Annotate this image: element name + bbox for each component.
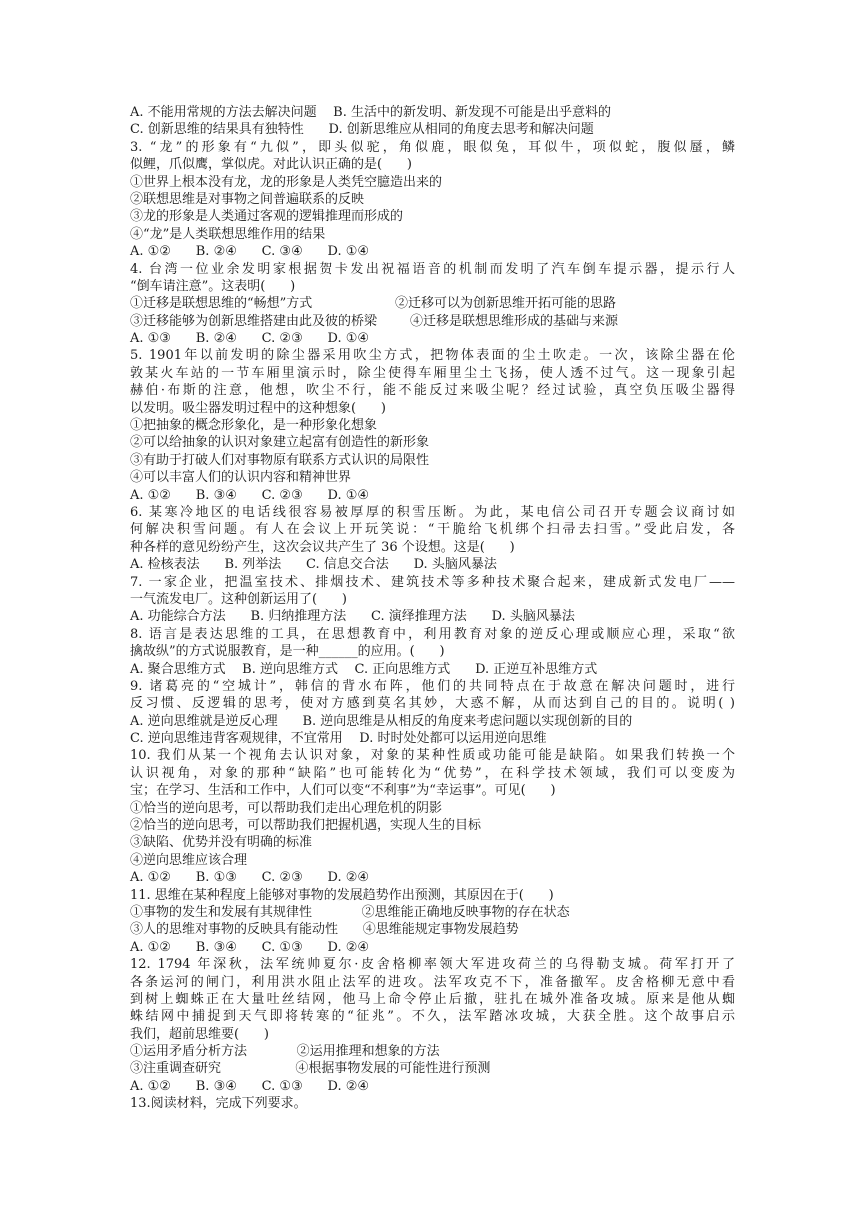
- question-12-stem: 蛛结网中捕捉到天气即将转寒的“征兆”。不久，法军踏冰攻城，大获全胜。这个故事启示: [130, 1009, 735, 1025]
- statement-line: ③注重调查研究 ④根据事物发展的可能性进行预测: [130, 1061, 491, 1077]
- statement-line: ①把抽象的概念形象化，是一种形象化想象: [130, 418, 378, 434]
- question-3-stem: 3. “龙”的形象有“九似”，即头似驼，角似鹿，眼似兔，耳似牛，项似蛇，腹似蜃，鳞: [130, 139, 735, 155]
- answer-options: A. 功能综合方法 B. 归纳推理方法 C. 演绎推理方法 D. 头脑风暴法: [130, 609, 575, 625]
- question-12-stem: 我们，超前思维要( ): [130, 1026, 269, 1042]
- answer-options: A. ①② B. ②④ C. ③④ D. ①④: [130, 244, 370, 260]
- statement-line: ①运用矛盾分析方法 ②运用推理和想象的方法: [130, 1044, 440, 1060]
- question-5-stem: 以发明。吸尘器发明过程中的这种想象( ): [130, 400, 386, 416]
- answer-options: A. ①② B. ③④ C. ②③ D. ①④: [130, 487, 370, 503]
- statement-line: ③迁移能够为创新思维搭建由此及彼的桥梁 ④迁移是联想思维形成的基础与来源: [130, 313, 619, 329]
- answer-options: A. ①② B. ①③ C. ②③ D. ②④: [130, 870, 370, 886]
- statement-line: ④“龙”是人类联想思维作用的结果: [130, 226, 326, 242]
- statement-line: ④逆向思维应该合理: [130, 852, 248, 868]
- question-6-stem: 6. 某寒冷地区的电话线很容易被厚厚的积雪压断。为此，某电信公司召开专题会议商讨如: [130, 504, 735, 520]
- statement-line: ①恰当的逆向思考，可以帮助我们走出心理危机的阴影: [130, 800, 443, 816]
- question-10-stem: 10. 我们从某一个视角去认识对象，对象的某种性质或功能可能是缺陷。如果我们转换一个: [130, 748, 735, 764]
- question-9-stem: 9. 诸葛亮的“空城计”，韩信的背水布阵，他们的共同特点在于故意在解决问题时，进行: [130, 678, 735, 694]
- question-8-stem: 8. 语言是表达思维的工具，在思想教育中，利用教育对象的逆反心理或顺应心理，采取“欲: [130, 626, 735, 642]
- question-7-stem: 一气流发电厂。这种创新运用了( ): [130, 591, 347, 607]
- statement-line: ①世界上根本没有龙，龙的形象是人类凭空臆造出来的: [130, 174, 443, 190]
- question-5-stem: 敦某火车站的一节车厢里演示时，除尘使得车厢里尘土飞扬，使人透不过气。这一现象引起: [130, 365, 735, 381]
- statement-line: ②恰当的逆向思考，可以帮助我们把握机遇，实现人生的目标: [130, 818, 482, 834]
- question-7-stem: 7. 一家企业，把温室技术、排烟技术、建筑技术等多种技术聚合起来，建成新式发电厂——: [130, 574, 735, 590]
- question-12-stem: 各条运河的闸门，利用洪水阻止法军的进攻。法军攻克不下，准备撤军。皮舍格柳无意中看: [130, 974, 735, 990]
- question-13-stem: 13.阅读材料，完成下列要求。: [130, 1096, 307, 1112]
- answer-options: A. 检核表法 B. 列举法 C. 信息交合法 D. 头脑风暴法: [130, 557, 497, 573]
- question-5-stem: 赫伯·布斯的注意，他想，吹尘不行，能不能反过来吸尘呢？经过试验，真空负压吸尘器得: [130, 383, 735, 399]
- statement-line: ③人的思维对事物的反映具有能动性 ④思维能规定事物发展趋势: [130, 922, 519, 938]
- question-10-stem: 认识视角，对象的那种“缺陷”也可能转化为“优势”，在科学技术领域，我们可以变废为: [130, 765, 735, 781]
- question-4-stem: 4. 台湾一位业余发明家根据贺卡发出祝福语音的机制而发明了汽车倒车提示器，提示行人: [130, 261, 735, 277]
- answer-options: C. 逆向思维违背客观规律，不宜常用 D. 时时处处都可以运用逆向思维: [130, 731, 547, 747]
- answer-options: A. 聚合思维方式 B. 逆向思维方式 C. 正向思维方式 D. 正逆互补思维方式: [130, 661, 598, 677]
- statement-line: ①事物的发生和发展有其规律性 ②思维能正确地反映事物的存在状态: [130, 904, 570, 920]
- question-6-stem: 种各样的意见纷纷产生，这次会议共产生了 36 个设想。这是( ): [130, 539, 515, 555]
- question-3-stem: 似鲤，爪似鹰，掌似虎。对此认识正确的是( ): [130, 157, 412, 173]
- answer-options: A. 逆向思维就是逆反心理 B. 逆向思维是从相反的角度来考虑问题以实现创新的目的: [130, 713, 633, 729]
- statement-line: ③缺陷、优势并没有明确的标准: [130, 835, 313, 851]
- question-6-stem: 何解决积雪问题。有人在会议上开玩笑说：“干脆给飞机绑个扫帚去扫雪。”受此启发，各: [130, 522, 735, 538]
- document-page: [130, 104, 735, 1113]
- question-12-stem: 到树上蜘蛛正在大量吐丝结网，他马上命令停止后撤，驻扎在城外准备攻城。原来是他从蜘: [130, 991, 735, 1007]
- statement-line: ②联想思维是对事物之间普遍联系的反映: [130, 191, 365, 207]
- question-12-stem: 12. 1794 年深秋，法军统帅夏尔·皮舍格柳率领大军进攻荷兰的乌得勒支城。荷军打开了: [130, 957, 735, 973]
- answer-options: A. ①② B. ③④ C. ①③ D. ②④: [130, 939, 370, 955]
- answer-options: A. ①② B. ③④ C. ①③ D. ②④: [130, 1078, 370, 1094]
- answer-options: A. ①③ B. ②④ C. ②③ D. ①④: [130, 331, 370, 347]
- option-line: C. 创新思维的结果具有独特性 D. 创新思维应从相同的角度去思考和解决问题: [130, 122, 594, 138]
- question-10-stem: 宝；在学习、生活和工作中，人们可以变“不利事”为“幸运事”。可见( ): [130, 783, 556, 799]
- question-5-stem: 5. 1901年以前发明的除尘器采用吹尘方式，把物体表面的尘土吹走。一次，该除尘器在伦: [130, 348, 735, 364]
- question-9-stem: 反习惯、反逻辑的思考，使对方感到莫名其妙，大惑不解，从而达到自己的目的。说明( ): [130, 696, 735, 712]
- question-8-stem: 擒故纵”的方式说服教育，是一种______的应用。( ): [130, 644, 445, 660]
- option-line: A. 不能用常规的方法去解决问题 B. 生活中的新发明、新发现不可能是出乎意料的: [130, 105, 612, 120]
- question-4-stem: “倒车请注意”。这表明( ): [130, 278, 296, 294]
- statement-line: ④可以丰富人们的认识内容和精神世界: [130, 470, 352, 486]
- statement-line: ③龙的形象是人类通过客观的逻辑推理而形成的: [130, 209, 404, 225]
- question-11-stem: 11. 思维在某种程度上能够对事物的发展趋势作出预测，其原因在于( ): [130, 887, 554, 903]
- statement-line: ②可以给抽象的认识对象建立起富有创造性的新形象: [130, 435, 430, 451]
- statement-line: ③有助于打破人们对事物原有联系方式认识的局限性: [130, 452, 430, 468]
- statement-line: ①迁移是联想思维的“畅想”方式 ②迁移可以为创新思维开拓可能的思路: [130, 296, 616, 312]
